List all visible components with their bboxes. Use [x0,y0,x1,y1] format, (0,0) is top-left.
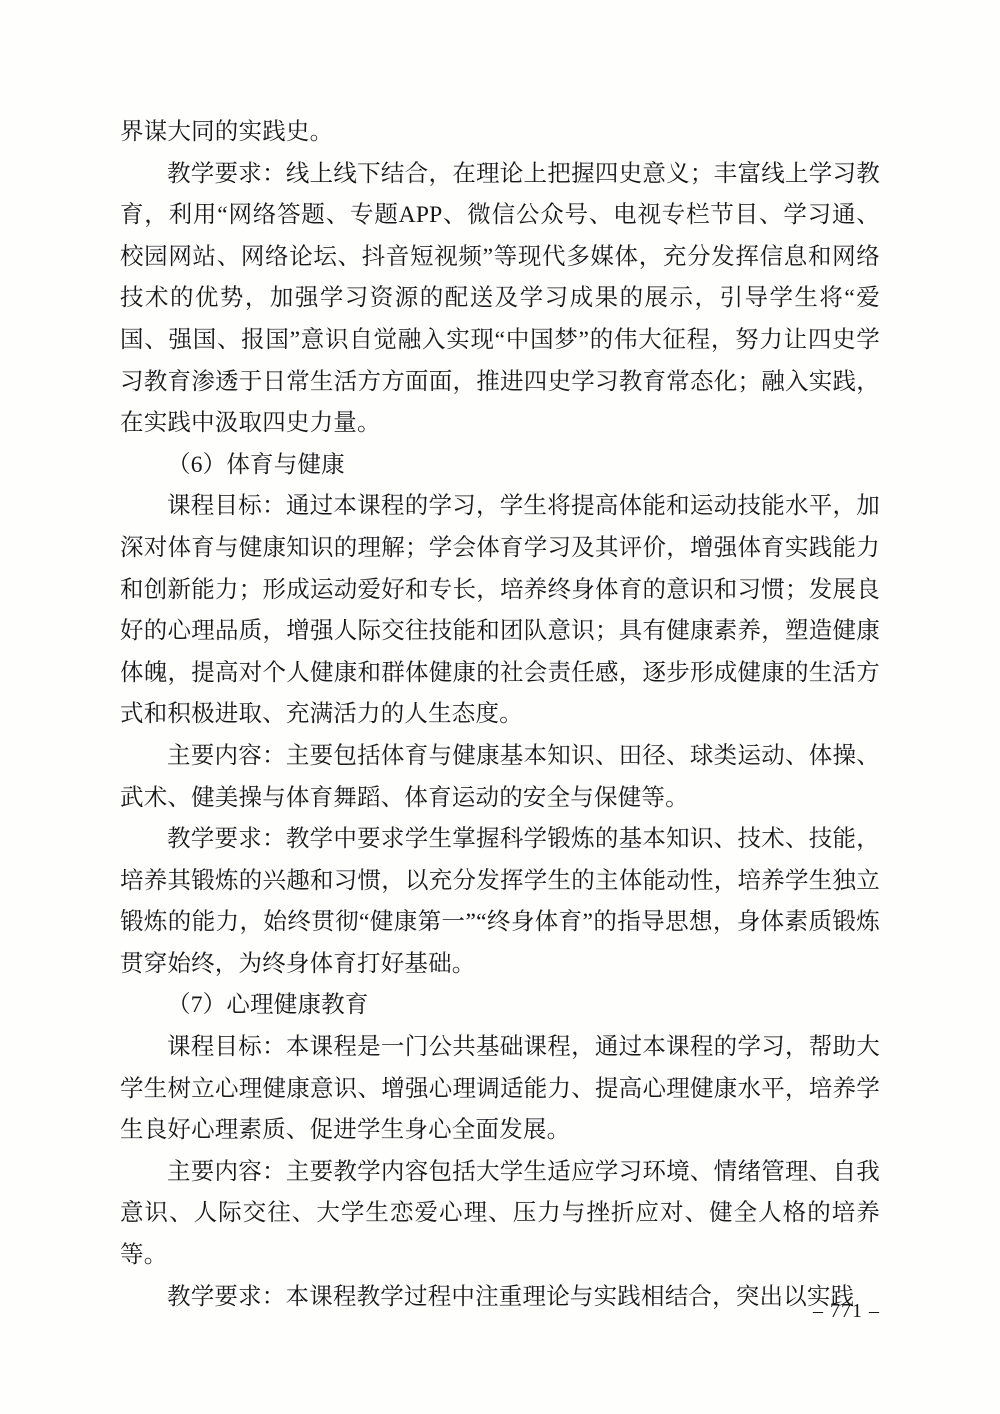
paragraph-teaching-requirement-sishi: 教学要求：线上线下结合，在理论上把握四史意义；丰富线上学习教育，利用“网络答题、专题APP、微信公众号、电视专栏节目、学习通、校园网站、网络论坛、抖音短视频”等现代多媒体，充分发挥信息和网络技术的优势，加强学习资源的配送及学习成果的展示，引导学生将“爱国、强国、报国”意识自觉融入实现“中国梦”的伟大征程，努力让四史学习教育渗透于日常生活方方面面，推进四史学习教育常态化；融入实践，在实践中汲取四史力量。 [120,160,880,437]
paragraph-teaching-requirement-pe: 教学要求：教学中要求学生掌握科学锻炼的基本知识、技术、技能，培养其锻炼的兴趣和习惯，以充分发挥学生的主体能动性，培养学生独立锻炼的能力，始终贯彻“健康第一”“终身体育”的指导思想，身体素质锻炼贯穿始终，为终身体育打好基础。 [120,826,880,977]
paragraph-heading-pe: （6）体育与健康 [167,451,345,478]
paragraph-course-objective-mental-health: 课程目标：本课程是一门公共基础课程，通过本课程的学习，帮助大学生树立心理健康意识、增强心理调适能力、提高心理健康水平，培养学生良好心理素质、促进学生身心全面发展。 [120,1034,880,1144]
page-body-text [120,112,880,1318]
paragraph-main-content-mental-health: 主要内容：主要教学内容包括大学生适应学习环境、情绪管理、自我意识、人际交往、大学生恋爱心理、压力与挫折应对、健全人格的培养等。 [120,1158,880,1269]
paragraph-heading-mental-health: （7）心理健康教育 [167,992,369,1019]
page-number: – 771 – [813,1300,880,1322]
paragraph-teaching-requirement-mental-health: 教学要求：本课程教学过程中注重理论与实践相结合，突出以实践 [167,1283,855,1310]
paragraph-continued-line: 界谋大同的实践史。 [120,119,334,145]
paragraph-course-objective-pe: 课程目标：通过本课程的学习，学生将提高体能和运动技能水平，加深对体育与健康知识的理解；学会体育学习及其评价，增强体育实践能力和创新能力；形成运动爱好和专长，培养终身体育的意识和习惯；发展良好的心理品质，增强人际交往技能和团队意识；具有健康素养，塑造健康体魄，提高对个人健康和群体健康的社会责任感，逐步形成健康的生活方式和积极进取、充满活力的人生态度。 [120,493,880,728]
paragraph-main-content-pe: 主要内容：主要包括体育与健康基本知识、田径、球类运动、体操、武术、健美操与体育舞蹈、体育运动的安全与保健等。 [120,742,880,811]
